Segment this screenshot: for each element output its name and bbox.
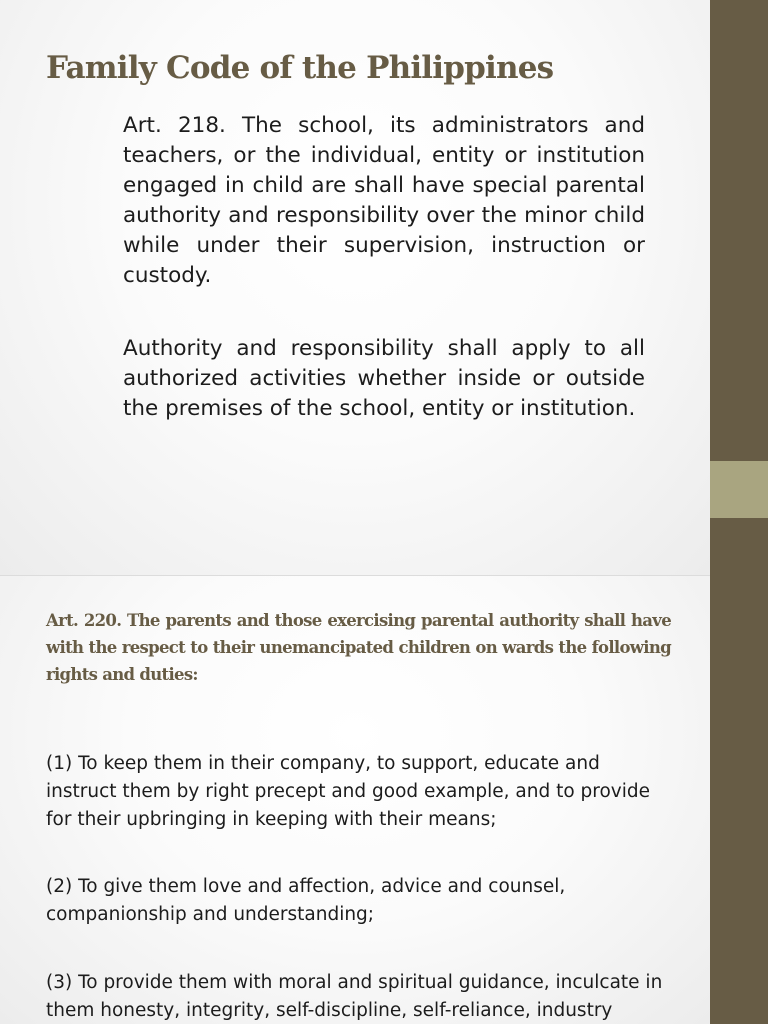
art-220-heading: Art. 220. The parents and those exercising parental authority shall have with the respect to their unemancipated children on wards the following rights and duties:: [46, 611, 671, 684]
decorative-side-bar: [710, 0, 768, 1024]
authority-paragraph: Authority and responsibility shall apply to all authorized activities whether inside or outside the premises of the school, entity or institution.: [123, 336, 645, 421]
duty-item-3: (3) To provide them with moral and spiritual guidance, inculcate in them honesty, integrity, self-discipline, self-reliance, industry: [46, 972, 663, 1021]
duty-item-1: (1) To keep them in their company, to support, educate and instruct them by right precept and good example, and to provide for their upbringing in keeping with their means;: [46, 753, 651, 830]
side-bar-accent-block: [710, 461, 768, 518]
duty-item-2: (2) To give them love and affection, advice and counsel, companionship and understanding;: [46, 876, 566, 925]
slide-title: Family Code of the Philippines: [46, 50, 554, 86]
art-218-paragraph: Art. 218. The school, its administrators and teachers, or the individual, entity or institution engaged in child are shall have special parental authority and responsibility over the minor child while under their supervision, instruction or custody.: [123, 113, 645, 288]
